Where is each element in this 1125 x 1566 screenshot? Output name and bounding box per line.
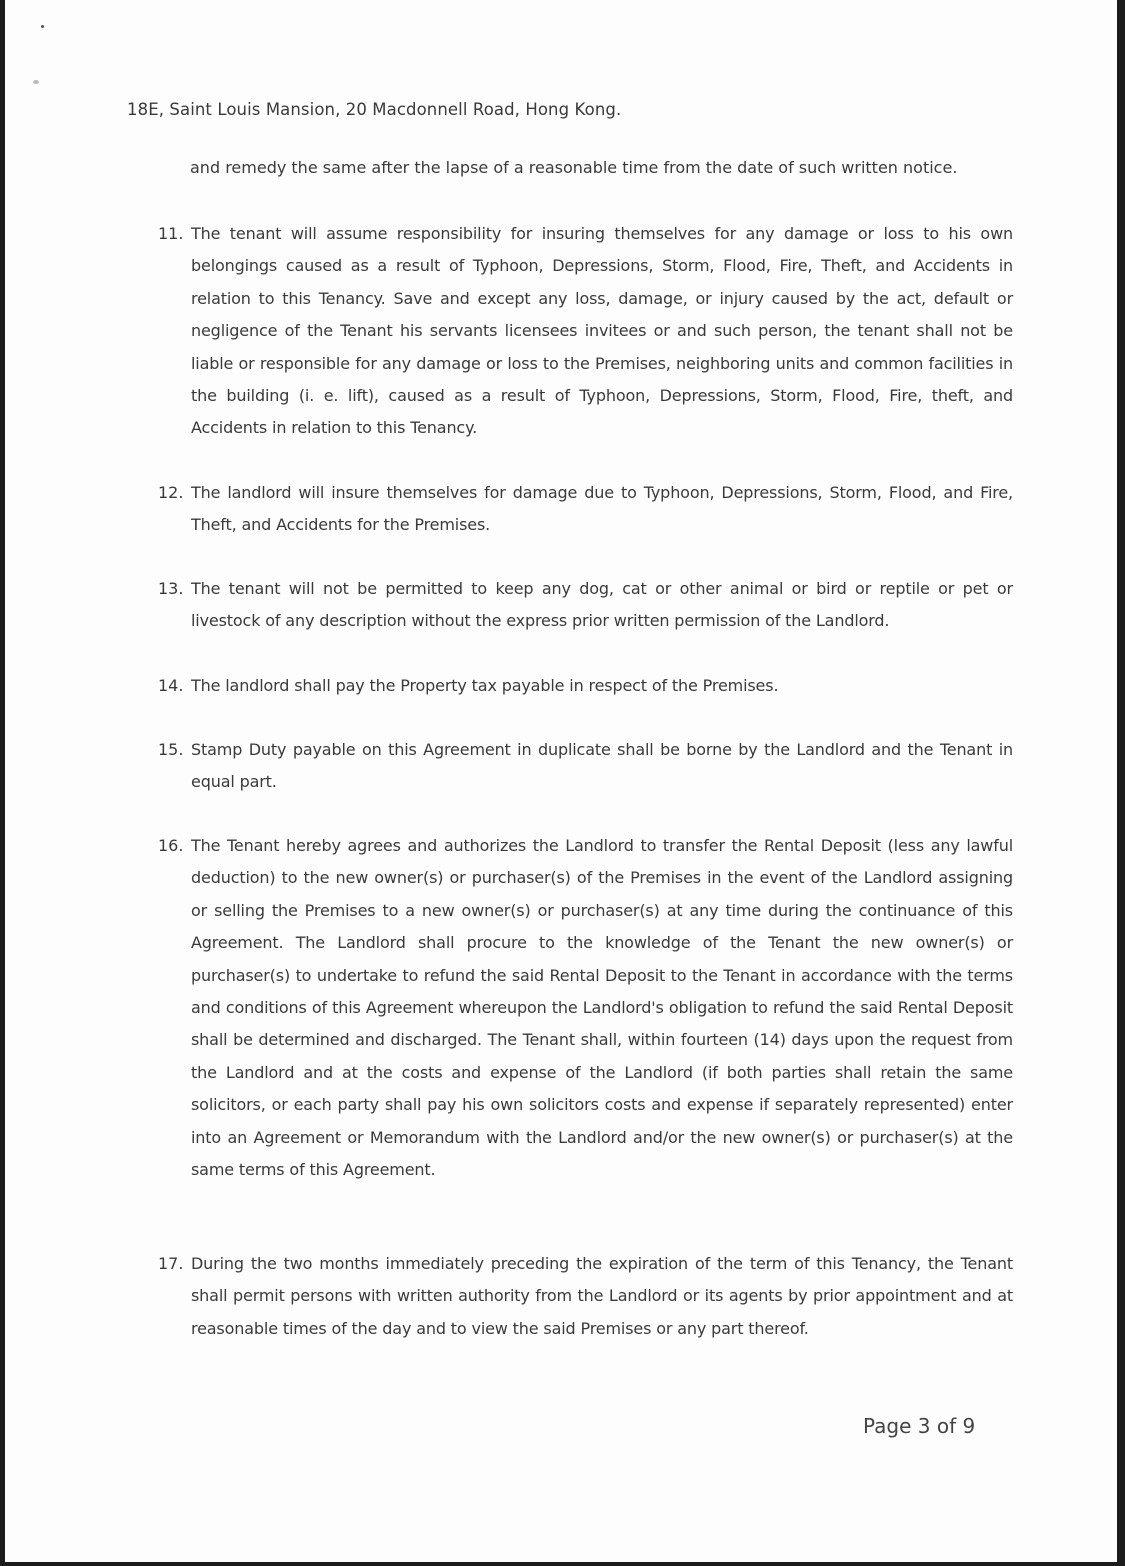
clause-text: During the two months immediately preceding the expiration of the term of this Tenancy, the Tenant shall permit persons with written authority from the Landlord or its agents by prior appointment and at reasonable times of the day and to view the said Premises or any part thereof. [191,1254,1013,1338]
clause-17 [158,1248,1013,1345]
continuation-text: and remedy the same after the lapse of a reasonable time from the date of such written notice. [190,158,958,177]
clause-14 [158,670,1013,702]
clause-text: The tenant will not be permitted to keep any dog, cat or other animal or bird or reptile or pet or livestock of any description without the express prior written permission of the Landlord. [191,579,1013,631]
header-address: 18E, Saint Louis Mansion, 20 Macdonnell Road, Hong Kong. [127,100,622,119]
clause-number: 16. [158,836,184,855]
clause-number: 12. [158,483,184,502]
clause-13 [158,573,1013,638]
clause-12 [158,477,1013,542]
clause-16 [158,830,1013,1186]
clause-text: The tenant will assume responsibility for insuring themselves for any damage or loss to his own belongings caused as a result of Typhoon, Depressions, Storm, Flood, Fire, Theft, and Accidents in relation to this Tenancy. Save and except any loss, damage, or injury caused by the act, default or negligence of the Tenant his servants licensees invitees or and such person, the tenant shall not be liable or responsible for any damage or loss to the Premises, neighboring units and common facilities in the building (i. e. lift), caused as a result of Typhoon, Depressions, Storm, Flood, Fire, theft, and Accidents in relation to this Tenancy. [191,224,1013,438]
clause-number: 14. [158,676,184,695]
clause-number: 11. [158,224,184,243]
clause-text: The Tenant hereby agrees and authorizes the Landlord to transfer the Rental Deposit (less any lawful deduction) to the new owner(s) or purchaser(s) of the Premises in the event of the Landlord assigning or selling the Premises to a new owner(s) or purchaser(s) at any time during the continuance of this Agreement. The Landlord shall procure to the knowledge of the Tenant the new owner(s) or purchaser(s) to undertake to refund the said Rental Deposit to the Tenant in accordance with the terms and conditions of this Agreement whereupon the Landlord's obligation to refund the said Rental Deposit shall be determined and discharged. The Tenant shall, within fourteen (14) days upon the request from the Landlord and at the costs and expense of the Landlord (if both parties shall retain the same solicitors, or each party shall pay his own solicitors costs and expense if separately represented) enter into an Agreement or Memorandum with the Landlord and/or the new owner(s) or purchaser(s) at the same terms of this Agreement. [191,836,1013,1180]
clause-number: 13. [158,579,184,598]
page-indicator: Page 3 of 9 [863,1414,976,1438]
clause-number: 15. [158,740,184,759]
clause-text: Stamp Duty payable on this Agreement in duplicate shall be borne by the Landlord and the Tenant in equal part. [191,740,1013,792]
clause-number: 17. [158,1254,184,1273]
clause-11 [158,218,1013,445]
scan-speck [41,25,44,28]
clause-15 [158,734,1013,799]
clause-text: The landlord will insure themselves for damage due to Typhoon, Depressions, Storm, Flood, and Fire, Theft, and Accidents for the Premises. [191,483,1013,535]
scan-speck [33,80,39,84]
clause-text: The landlord shall pay the Property tax payable in respect of the Premises. [191,676,779,695]
document-page [5,0,1117,1562]
